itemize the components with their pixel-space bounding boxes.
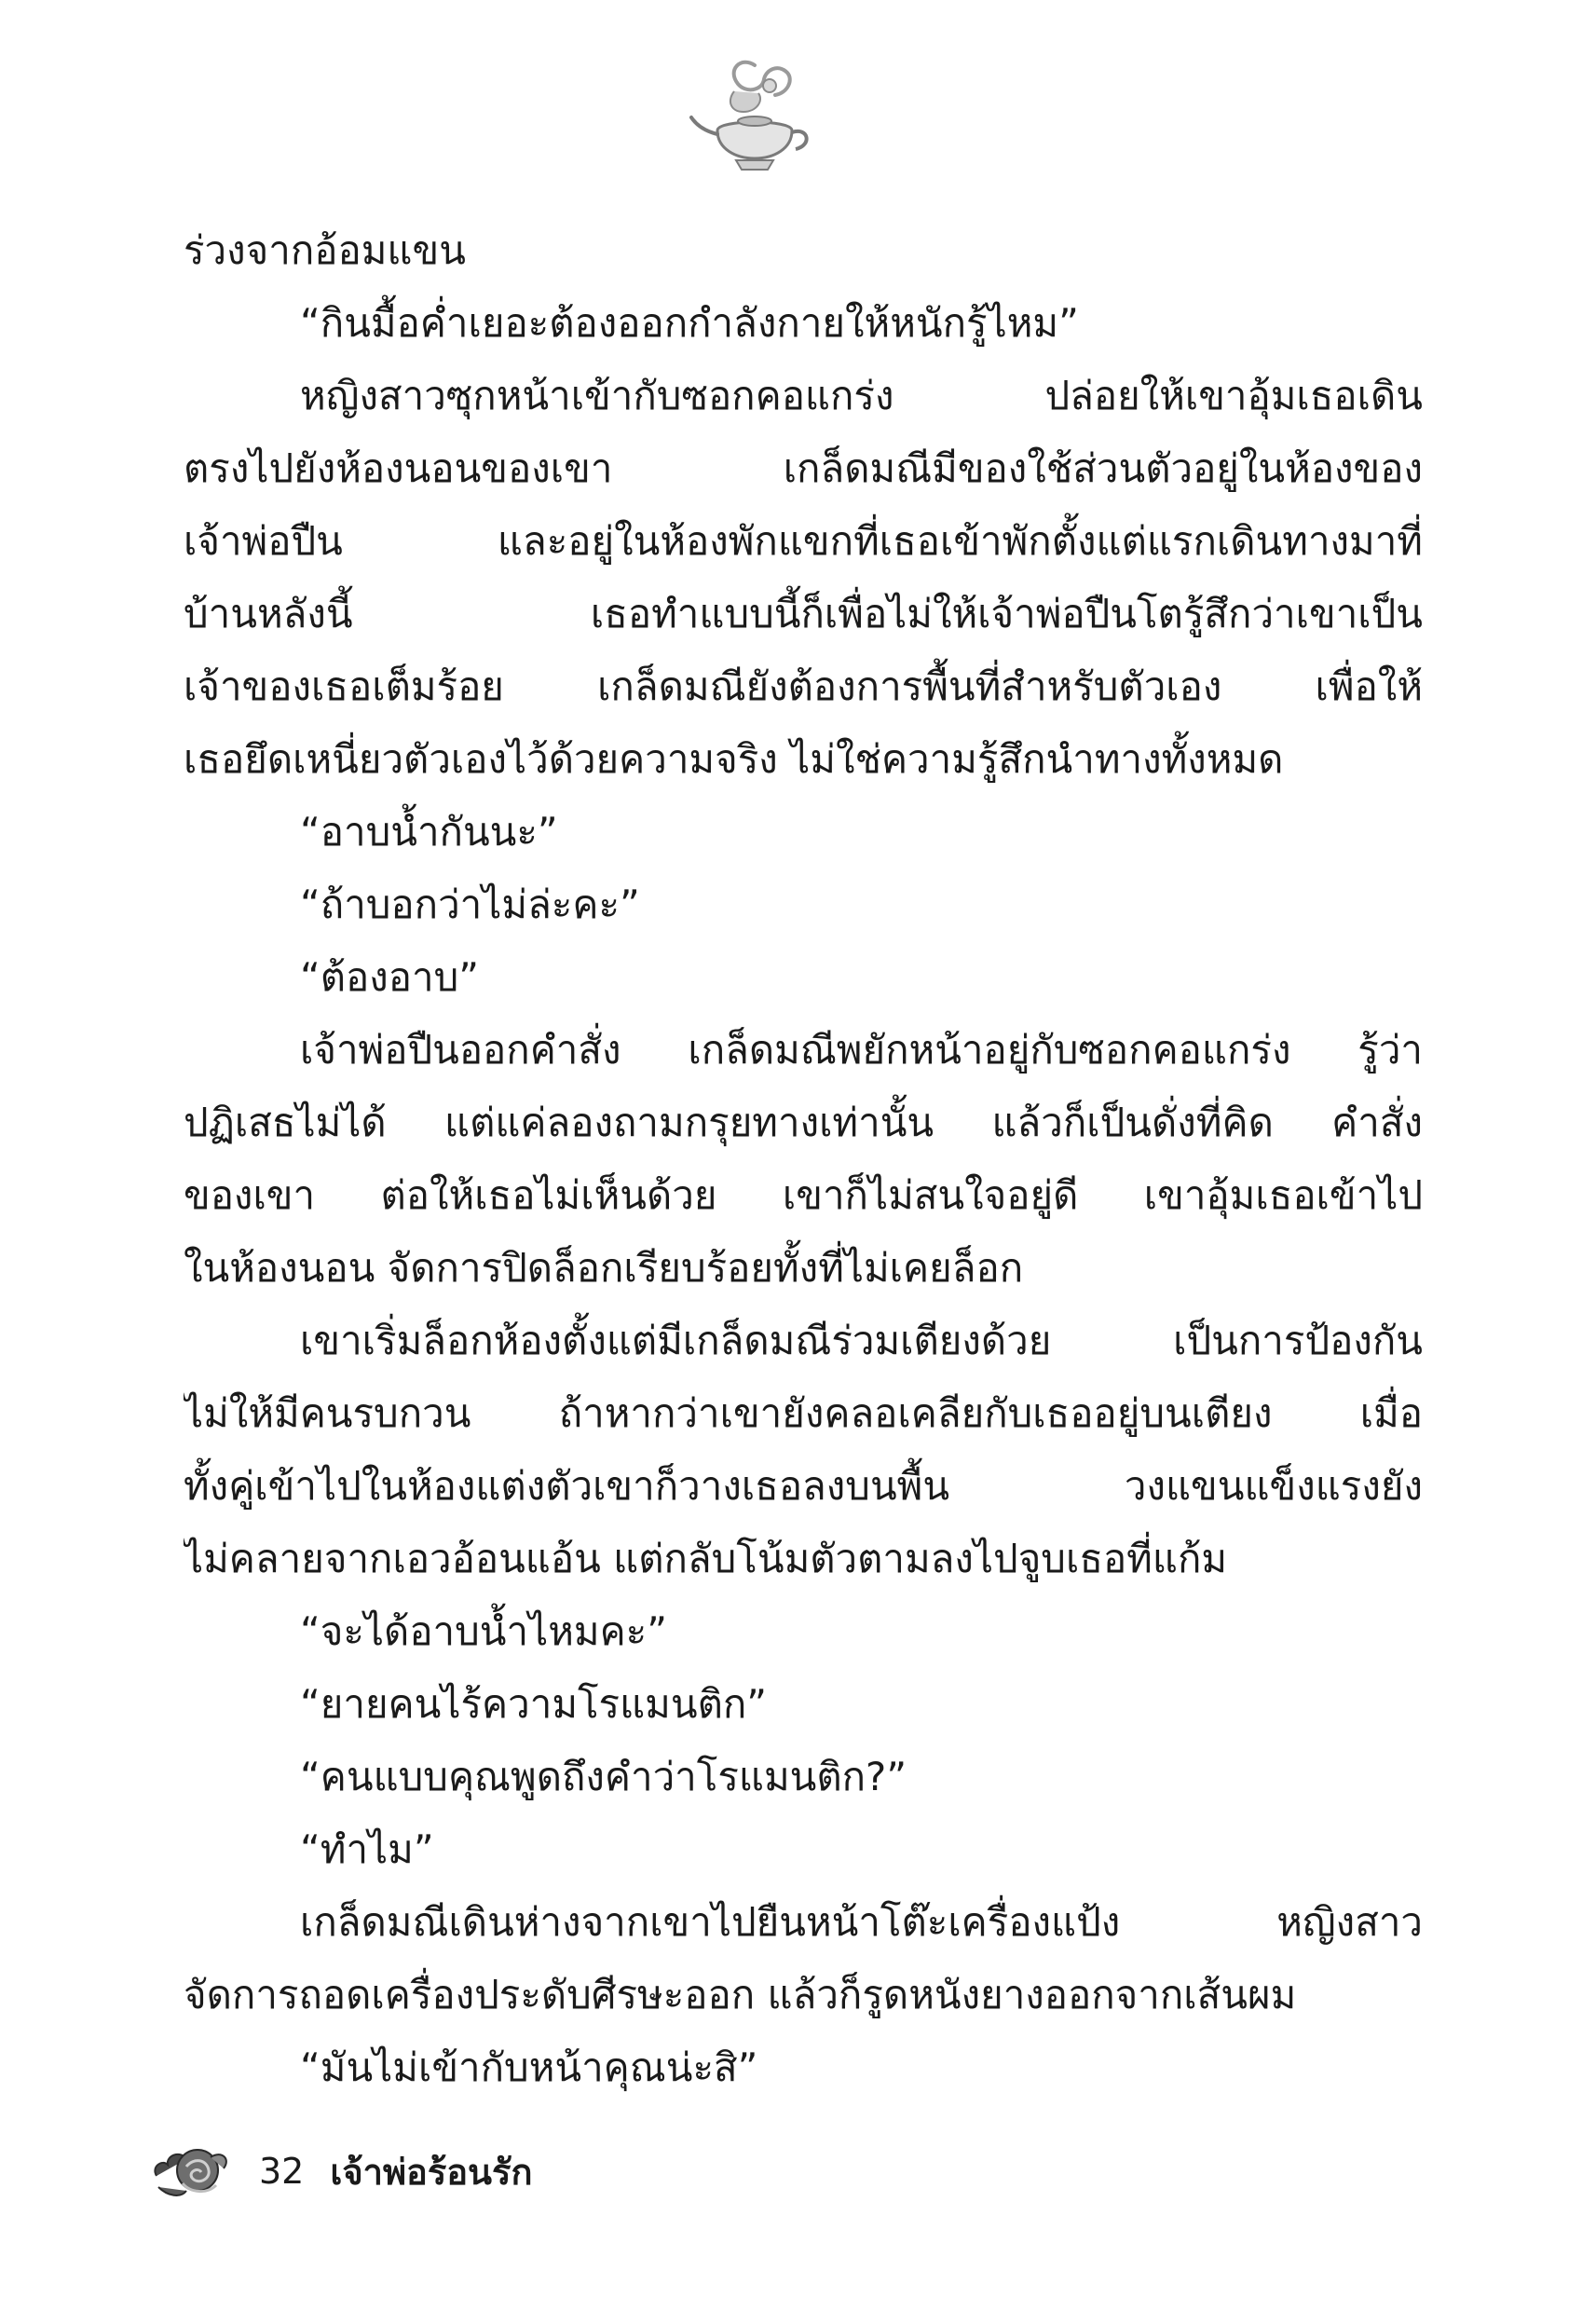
page-footer: [149, 2139, 532, 2204]
dialogue-line: “คนแบบคุณพูดถึงคำว่าโรแมนติก?”: [300, 1754, 907, 1799]
teapot-ornament-icon: [689, 56, 820, 177]
dialogue-line: “ถ้าบอกว่าไม่ล่ะคะ”: [300, 882, 640, 927]
dialogue-line: “ทำไม”: [300, 1826, 434, 1872]
text-line: เจ้าพ่อปืนออกคำสั่ง เกล็ดมณีพยักหน้าอยู่กับซอกคอแกร่ง รู้ว่า: [300, 1027, 1423, 1073]
text-line: ปฏิเสธไม่ได้ แต่แค่ลองถามกรุยทางเท่านั้น แล้วก็เป็นดั่งที่คิด คำสั่ง: [184, 1100, 1423, 1145]
text-line: ทั้งคู่เข้าไปในห้องแต่งตัวเขาก็วางเธอลงบนพื้น วงแขนแข็งแรงยัง: [184, 1463, 1423, 1509]
dialogue-line: “มันไม่เข้ากับหน้าคุณน่ะสิ”: [300, 2044, 758, 2090]
dialogue-line: “อาบน้ำกันนะ”: [300, 809, 558, 855]
text-line: ไม่คลายจากเอวอ้อนแอ้น แต่กลับโน้มตัวตามลงไปจูบเธอที่แก้ม: [184, 1536, 1228, 1581]
dialogue-line: “ต้องอาบ”: [300, 954, 479, 1000]
text-line: เกล็ดมณีเดินห่างจากเขาไปยืนหน้าโต๊ะเครื่องแป้ง หญิงสาว: [300, 1899, 1423, 1945]
dialogue-line: “ยายคนไร้ความโรแมนติก”: [300, 1681, 768, 1727]
text-line: บ้านหลังนี้ เธอทำแบบนี้ก็เพื่อไม่ให้เจ้าพ่อปืนโตรู้สึกว่าเขาเป็น: [184, 591, 1423, 636]
dialogue-line: “กินมื้อค่ำเยอะต้องออกกำลังกายให้หนักรู้ไหม”: [300, 300, 1079, 346]
narrative-paragraph: [184, 1014, 1423, 1305]
dialogue-line: “จะได้อาบน้ำไหมคะ”: [300, 1608, 667, 1654]
page-number: 32: [259, 2151, 305, 2192]
text-line: ไม่ให้มีคนรบกวน ถ้าหากว่าเขายังคลอเคลียกับเธออยู่บนเตียง เมื่อ: [184, 1390, 1423, 1436]
text-line: เจ้าของเธอเต็มร้อย เกล็ดมณียังต้องการพื้นที่สำหรับตัวเอง เพื่อให้: [184, 663, 1423, 709]
text-line: ตรงไปยังห้องนอนของเขา เกล็ดมณีมีของใช้ส่วนตัวอยู่ในห้องของ: [184, 445, 1423, 491]
narrative-paragraph: [184, 360, 1423, 796]
narrative-paragraph: [184, 1886, 1423, 2031]
narrative-paragraph: [184, 1305, 1423, 1595]
text-line: ในห้องนอน จัดการปิดล็อกเรียบร้อยทั้งที่ไม่เคยล็อก: [184, 1245, 1024, 1291]
text-line: เขาเริ่มล็อกห้องตั้งแต่มีเกล็ดมณีร่วมเตียงด้วย เป็นการป้องกัน: [300, 1318, 1423, 1363]
text-line: เธอยึดเหนี่ยวตัวเองไว้ด้วยความจริง ไม่ใช่ความรู้สึกนำทางทั้งหมด: [184, 736, 1284, 782]
text-line: เจ้าพ่อปืน และอยู่ในห้องพักแขกที่เธอเข้าพักตั้งแต่แรกเดินทางมาที่: [184, 518, 1423, 564]
text-line: ร่วงจากอ้อมแขน: [184, 227, 466, 273]
text-line: จัดการถอดเครื่องประดับศีรษะออก แล้วก็รูดหนังยางออกจากเส้นผม: [184, 1972, 1297, 2017]
text-line: ของเขา ต่อให้เธอไม่เห็นด้วย เขาก็ไม่สนใจอยู่ดี เขาอุ้มเธอเข้าไป: [184, 1172, 1423, 1218]
continued-paragraph: [184, 214, 1423, 287]
rose-icon: [149, 2139, 233, 2204]
text-line: หญิงสาวซุกหน้าเข้ากับซอกคอแกร่ง ปล่อยให้เขาอุ้มเธอเดิน: [300, 373, 1423, 418]
page-body: [184, 214, 1423, 2090]
book-title: เจ้าพ่อร้อนรัก: [330, 2151, 533, 2193]
